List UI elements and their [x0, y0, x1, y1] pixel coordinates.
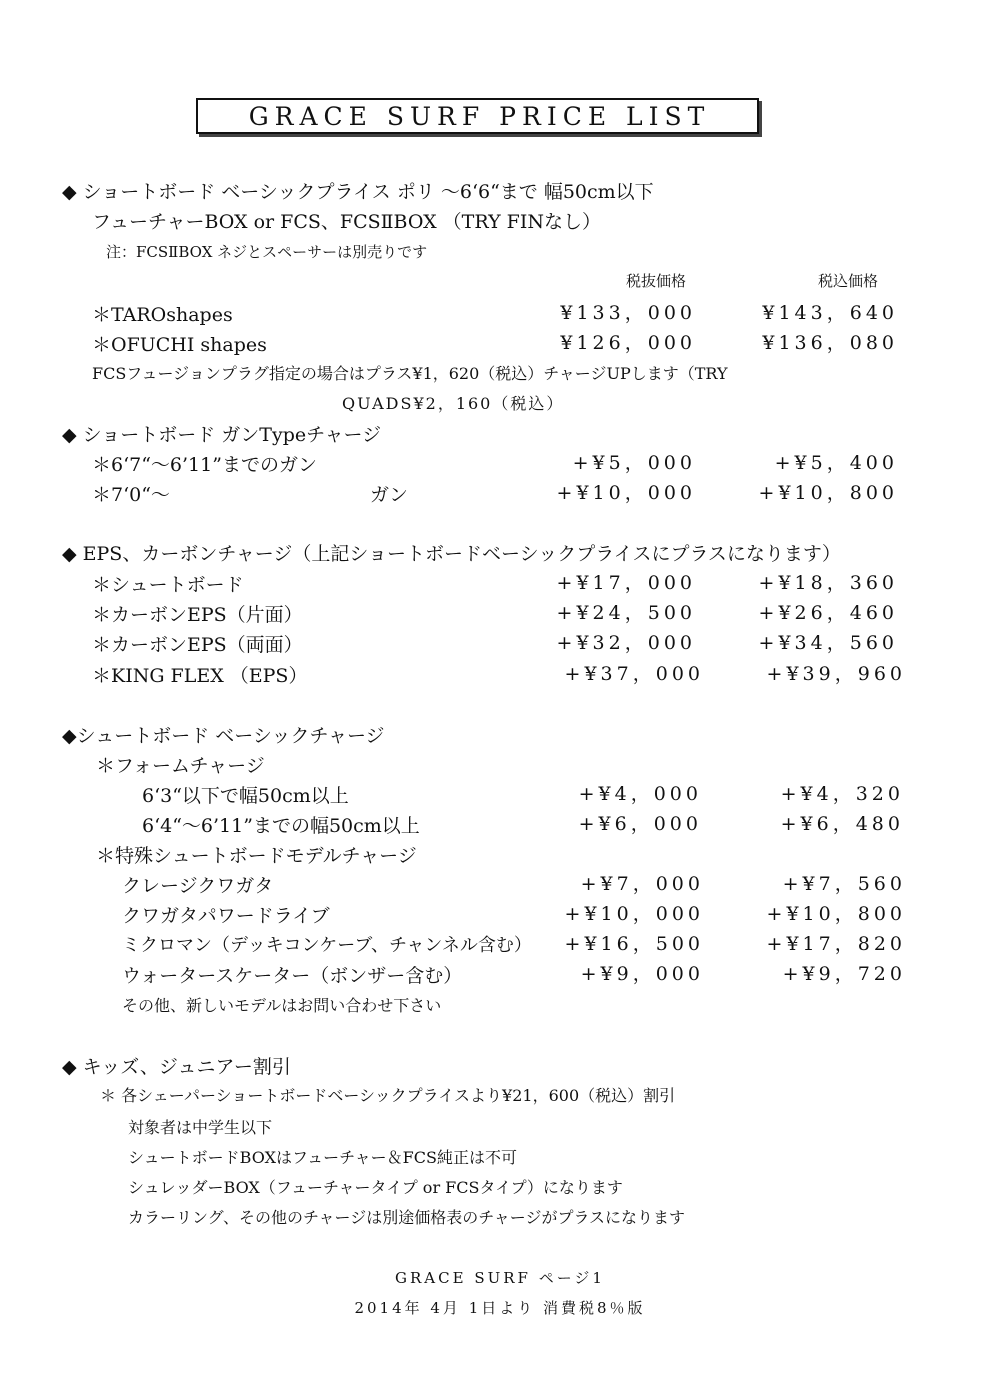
item-name: クワガタパワードライブ [122, 905, 330, 927]
price-incl: +¥7，560 [782, 873, 906, 895]
fcs-note-2: QUADS¥2，160（税込） [342, 394, 565, 413]
price-excl: +¥17，000 [556, 572, 696, 594]
model-charge-heading: ＊特殊シュートボードモデルチャージ [96, 845, 417, 867]
price-incl: +¥4，320 [780, 783, 904, 805]
kids-line: シュートボードBOXはフューチャー＆FCS純正は不可 [128, 1148, 517, 1167]
item-name: クレージクワガタ [122, 875, 274, 897]
section4-heading: ◆シュートボード ベーシックチャージ [62, 725, 385, 747]
kids-line: ＊ 各シェーパーショートボードベーシックプライスより¥21，600（税込）割引 [100, 1086, 676, 1105]
price-excl: +¥10，000 [556, 482, 696, 504]
price-incl: +¥39，960 [766, 663, 906, 685]
item-name: ＊カーボンEPS（両面） [92, 634, 303, 656]
section1-line2: フューチャーBOX or FCS、FCSⅡBOX （TRY FINなし） [92, 211, 601, 233]
item-name: ＊7‘0“～ [92, 484, 170, 506]
price-incl: +¥18，360 [758, 572, 898, 594]
col-header-excl: 税抜価格 [626, 272, 687, 290]
price-incl: +¥10，800 [766, 903, 906, 925]
price-excl: +¥37，000 [564, 663, 704, 685]
other-models-note: その他、新しいモデルはお問い合わせ下さい [122, 996, 442, 1015]
item-name: ＊シュートボード [92, 574, 244, 596]
col-header-incl: 税込価格 [818, 272, 879, 290]
price-excl: +¥6，000 [578, 813, 702, 835]
price-incl: +¥10，800 [758, 482, 898, 504]
item-name-suffix: ガン [370, 484, 409, 506]
section1-note: 注：FCSⅡBOX ネジとスペーサーは別売りです [106, 243, 428, 261]
price-incl: +¥26，460 [758, 602, 898, 624]
price-incl: +¥17，820 [766, 933, 906, 955]
footer-date: 2014年 4月 1日より 消費税8％版 [354, 1299, 646, 1317]
item-name: ＊6‘7“～6’11”までのガン [92, 454, 317, 476]
price-excl: +¥16，500 [564, 933, 704, 955]
item-name: ミクロマン（デッキコンケーブ、チャンネル含む） [122, 935, 532, 956]
price-excl: ¥126，000 [560, 332, 696, 354]
price-excl: ¥133，000 [560, 302, 696, 324]
price-excl: +¥5，000 [572, 452, 696, 474]
price-excl: +¥24，500 [556, 602, 696, 624]
kids-line: 対象者は中学生以下 [128, 1118, 273, 1137]
price-excl: +¥7，000 [580, 873, 704, 895]
section3-heading: ◆ EPS、カーボンチャージ（上記ショートボードベーシックプライスにプラスになります） [62, 543, 841, 565]
section5-heading: ◆ キッズ、ジュニアー割引 [62, 1056, 291, 1078]
item-name: 6‘4“～6’11”までの幅50cm以上 [142, 815, 420, 837]
price-excl: +¥4，000 [578, 783, 702, 805]
section1-heading: ◆ ショートボード ベーシックプライス ポリ ～6‘6“まで 幅50cm以下 [62, 181, 654, 203]
kids-line: シュレッダーBOX（フューチャータイプ or FCSタイプ）になります [128, 1178, 623, 1197]
item-name: ＊TAROshapes [92, 304, 233, 326]
kids-line: カラーリング、その他のチャージは別途価格表のチャージがプラスになります [128, 1208, 685, 1227]
item-name: ＊カーボンEPS（片面） [92, 604, 303, 626]
price-incl: ¥136，080 [762, 332, 898, 354]
price-incl: +¥5，400 [774, 452, 898, 474]
price-excl: +¥9，000 [580, 963, 704, 985]
item-name: ウォータースケーター（ボンザー含む） [122, 965, 463, 987]
price-incl: +¥9，720 [782, 963, 906, 985]
page-title: GRACE SURF PRICE LIST [248, 102, 711, 131]
price-excl: +¥32，000 [556, 632, 696, 654]
price-incl: +¥6，480 [780, 813, 904, 835]
section2-heading: ◆ ショートボード ガンTypeチャージ [62, 424, 382, 446]
foam-charge-heading: ＊フォームチャージ [96, 755, 265, 777]
price-incl: +¥34，560 [758, 632, 898, 654]
item-name: 6‘3“以下で幅50cm以上 [142, 785, 349, 807]
item-name: ＊OFUCHI shapes [92, 334, 267, 356]
price-excl: +¥10，000 [564, 903, 704, 925]
price-incl: ¥143，640 [762, 302, 898, 324]
fcs-note: FCSフュージョンプラグ指定の場合はプラス¥1，620（税込）チャージUPします（TRY [92, 364, 728, 383]
item-name: ＊KING FLEX （EPS） [92, 665, 308, 687]
footer-page: GRACE SURF ページ1 [395, 1269, 605, 1287]
